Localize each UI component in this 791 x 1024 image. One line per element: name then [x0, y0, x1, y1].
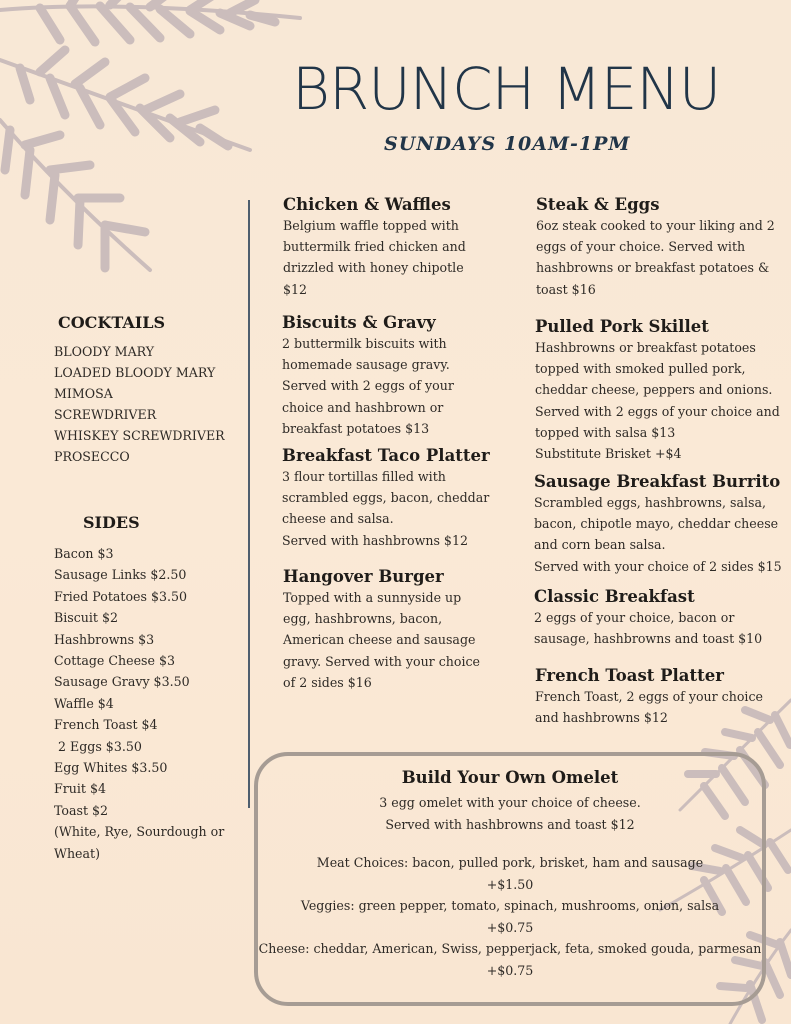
list-item: Egg Whites $3.50 — [54, 760, 168, 776]
list-item: French Toast $4 — [54, 717, 158, 733]
desc-line: and corn bean salsa. — [534, 537, 666, 553]
list-item: Wheat) — [54, 845, 100, 861]
desc-line: scrambled eggs, bacon, cheddar — [282, 490, 490, 506]
desc-line: cheese and salsa. — [282, 511, 394, 527]
list-item: Cottage Cheese $3 — [54, 653, 175, 669]
item-description — [282, 466, 490, 551]
item-name: Steak & Eggs — [536, 195, 660, 214]
desc-line: sausage, hashbrowns and toast $10 — [534, 631, 763, 647]
omelet-cheese: Cheese: cheddar, American, Swiss, pepperjack, feta, smoked gouda, parmesan — [258, 941, 762, 956]
item-name: French Toast Platter — [535, 666, 724, 685]
item-description — [283, 215, 466, 300]
list-item: PROSECCO — [54, 449, 130, 464]
desc-line: bacon, chipotle mayo, cheddar cheese — [534, 516, 779, 532]
item-description — [534, 492, 782, 577]
item-name: Hangover Burger — [283, 567, 444, 586]
desc-line: Served with 2 eggs of your choice and — [535, 403, 780, 419]
desc-line: Substitute Brisket +$4 — [535, 446, 682, 462]
cocktails-heading: COCKTAILS — [58, 313, 166, 332]
omelet-meat: Meat Choices: bacon, pulled pork, brisket, ham and sausage — [316, 855, 704, 870]
list-item: Bacon $3 — [54, 546, 114, 561]
desc-line: $12 — [283, 281, 308, 297]
item-name: Pulled Pork Skillet — [535, 317, 709, 336]
list-item: Fried Potatoes $3.50 — [54, 588, 188, 604]
desc-line: homemade sausage gravy. — [282, 357, 450, 373]
desc-line: eggs of your choice. Served with — [536, 239, 746, 255]
list-item: (White, Rye, Sourdough or — [54, 824, 225, 840]
menu-title: BRUNCH MENU — [292, 55, 721, 123]
list-item: Toast $2 — [54, 802, 109, 818]
desc-line: Served with 2 eggs of your — [282, 378, 454, 394]
desc-line: 2 eggs of your choice, bacon or — [534, 610, 735, 625]
omelet-cheese-price: +$0.75 — [486, 962, 534, 978]
menu-item-biscuits-gravy — [282, 313, 454, 439]
menu-item-steak-eggs — [536, 195, 775, 300]
item-description — [534, 607, 762, 649]
list-item: MIMOSA — [54, 386, 113, 401]
desc-line: and hashbrowns $12 — [535, 710, 668, 726]
item-name: Sausage Breakfast Burrito — [534, 472, 781, 491]
omelet-title: Build Your Own Omelet — [401, 768, 619, 787]
desc-line: egg, hashbrowns, bacon, — [283, 611, 443, 627]
list-item: LOADED BLOODY MARY — [54, 365, 216, 380]
item-description — [282, 333, 454, 439]
menu-item-pork-skillet — [535, 317, 780, 464]
menu-item-burrito — [534, 472, 782, 577]
desc-line: topped with salsa $13 — [535, 424, 676, 440]
desc-line: Belgium waffle topped with — [283, 218, 459, 233]
desc-line: Topped with a sunnyside up — [283, 590, 462, 605]
desc-line: Scrambled eggs, hashbrowns, salsa, — [534, 495, 766, 510]
item-name: Chicken & Waffles — [283, 195, 451, 214]
omelet-veggies-price: +$0.75 — [486, 919, 534, 935]
desc-line: topped with smoked pulled pork, — [535, 361, 746, 377]
column-divider — [248, 200, 250, 808]
list-item: Waffle $4 — [54, 695, 114, 711]
list-item: Sausage Links $2.50 — [54, 567, 187, 583]
list-item: SCREWDRIVER — [54, 407, 157, 422]
sides-list — [54, 543, 224, 864]
list-item: Sausage Gravy $3.50 — [54, 674, 190, 690]
desc-line: toast $16 — [536, 281, 596, 297]
item-name: Breakfast Taco Platter — [282, 446, 490, 465]
desc-line: Hashbrowns or breakfast potatoes — [535, 340, 756, 355]
omelet-section — [254, 764, 766, 981]
desc-line: choice and hashbrown or — [282, 399, 444, 415]
menu-item-taco-platter — [282, 446, 490, 551]
desc-line: 2 buttermilk biscuits with — [282, 336, 447, 351]
list-item: Hashbrowns $3 — [54, 631, 155, 647]
desc-line: Served with your choice of 2 sides $15 — [534, 558, 782, 574]
list-item: Fruit $4 — [54, 781, 106, 797]
list-item: Biscuit $2 — [54, 610, 119, 626]
desc-line: of 2 sides $16 — [283, 674, 372, 690]
desc-line: drizzled with honey chipotle — [283, 260, 464, 276]
desc-line: buttermilk fried chicken and — [283, 239, 466, 255]
palm-leaf-decoration-top — [0, 0, 330, 280]
cocktails-list — [54, 341, 225, 467]
sides-heading: SIDES — [83, 513, 140, 532]
desc-line: gravy. Served with your choice — [283, 653, 480, 669]
item-description — [535, 686, 763, 728]
list-item: BLOODY MARY — [54, 344, 155, 359]
menu-item-french-toast-platter — [535, 666, 763, 728]
list-item: 2 Eggs $3.50 — [54, 738, 142, 754]
omelet-meat-price: +$1.50 — [486, 876, 534, 892]
desc-line: breakfast potatoes $13 — [282, 420, 430, 436]
item-description — [535, 337, 780, 464]
desc-line: hashbrowns or breakfast potatoes & — [536, 260, 770, 276]
omelet-line: Served with hashbrowns and toast $12 — [385, 816, 635, 832]
omelet-veggies: Veggies: green pepper, tomato, spinach, mushrooms, onion, salsa — [300, 898, 720, 913]
desc-line: 3 flour tortillas filled with — [282, 469, 446, 484]
desc-line: Served with hashbrowns $12 — [282, 532, 468, 548]
menu-item-chicken-waffles — [283, 195, 466, 300]
desc-line: 6oz steak cooked to your liking and 2 — [536, 218, 775, 233]
menu-item-classic-breakfast — [534, 587, 762, 649]
list-item: WHISKEY SCREWDRIVER — [54, 428, 225, 443]
item-description — [283, 587, 480, 693]
item-name: Classic Breakfast — [534, 587, 695, 606]
desc-line: cheddar cheese, peppers and onions. — [535, 382, 773, 398]
menu-item-hangover-burger — [283, 567, 480, 693]
omelet-line: 3 egg omelet with your choice of cheese. — [379, 795, 641, 810]
desc-line: French Toast, 2 eggs of your choice — [535, 689, 763, 704]
desc-line: American cheese and sausage — [283, 632, 476, 648]
item-name: Biscuits & Gravy — [282, 313, 436, 332]
item-description — [536, 215, 775, 300]
menu-subtitle: SUNDAYS 10AM-1PM — [384, 133, 631, 155]
